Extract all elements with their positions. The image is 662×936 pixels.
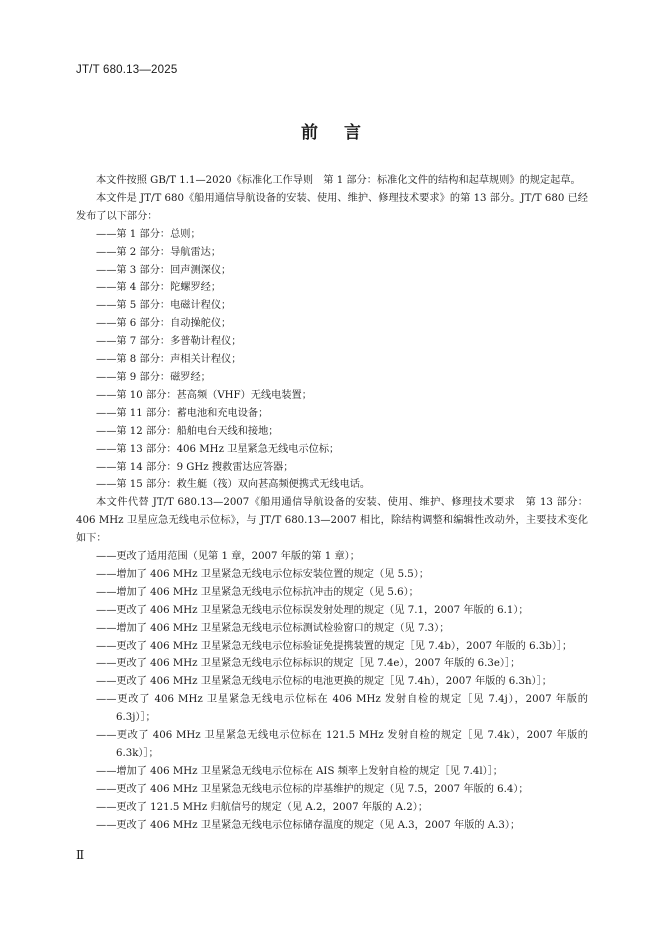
intro-paragraph: 本文件按照 GB/T 1.1—2020《标准化工作导则 第 1 部分：标准化文件的结构和起草规则》的规定起草。: [96, 175, 581, 186]
change-list-item: ——更改了 406 MHz 卫星紧急无线电示位标的电池更换的规定［见 7.4h），2007 年版的 6.3h）］；: [96, 676, 552, 688]
parts-list-item: ——第 11 部分：蓄电池和充电设备；: [96, 407, 269, 419]
parts-list-item: ——第 13 部分：406 MHz 卫星紧急无线电示位标；: [96, 443, 340, 455]
change-list-item: ——更改了 406 MHz 卫星紧急无线电示位标储存温度的规定（见 A.3，2007 年版的 A.3）；: [96, 819, 521, 831]
parts-list: [76, 226, 588, 495]
change-list-item: ——更改了 406 MHz 卫星紧急无线电示位标在 121.5 MHz 发射自检的规定［见 7.4k），2007 年版的 6.3k）］；: [96, 730, 588, 759]
parts-list-item: ——第 7 部分：多普勒计程仪；: [96, 336, 242, 348]
change-list-item: ——增加了 406 MHz 卫星紧急无线电示位标测试检验窗口的规定（见 7.3）；: [96, 622, 450, 634]
parts-list-item: ——第 1 部分：总则；: [96, 228, 201, 240]
change-list-item: ——增加了 406 MHz 卫星紧急无线电示位标安装位置的规定（见 5.5）；: [96, 568, 430, 580]
change-list-item: ——更改了 121.5 MHz 归航信号的规定（见 A.2，2007 年版的 A.2）；: [96, 801, 429, 813]
parts-list-item: ——第 5 部分：电磁计程仪；: [96, 300, 232, 312]
page-title: 前言: [301, 123, 387, 143]
parts-list-item: ——第 10 部分：甚高频（VHF）无线电装置；: [96, 389, 312, 401]
parts-list-item: ——第 8 部分：声相关计程仪；: [96, 354, 242, 366]
change-list-item: ——更改了 406 MHz 卫星紧急无线电示位标标识的规定［见 7.4e），2007 年版的 6.3e）］；: [96, 658, 521, 670]
change-list-item: ——更改了适用范围（见第 1 章，2007 年版的第 1 章）；: [96, 551, 360, 563]
change-list-item: ——更改了 406 MHz 卫星紧急无线电示位标的岸基维护的规定（见 7.5，2007 年版的 6.4）；: [96, 783, 529, 795]
parts-list-item: ——第 15 部分：救生艇（筏）双向甚高频便携式无线电话。: [96, 479, 371, 491]
document-id-header: JT/T 680.13—2025: [76, 64, 178, 76]
change-list-item: ——增加了 406 MHz 卫星紧急无线电示位标抗冲击的规定（见 5.6）；: [96, 586, 419, 598]
parts-list-item: ——第 6 部分：自动操舵仪；: [96, 318, 232, 330]
parts-list-item: ——第 14 部分：9 GHz 搜救雷达应答器；: [96, 461, 294, 473]
parts-list-item: ——第 3 部分：回声测深仪；: [96, 264, 232, 276]
replacement-paragraph: 本文件代替 JT/T 680.13—2007《船用通信导航设备的安装、使用、维护、修理技术要求 第 13 部分：406 MHz 卫星应急无线电示位标》，与 JT/T 680.13—2007 相比，除结构调整和编辑性改动外，主要技术变化如下：: [76, 497, 588, 545]
change-list-item: ——更改了 406 MHz 卫星紧急无线电示位标验证免提携装置的规定［见 7.4b），2007 年版的 6.3b）］；: [96, 640, 573, 652]
parts-list-item: ——第 12 部分：船舶电台天线和接地；: [96, 425, 279, 437]
change-list-item: ——增加了 406 MHz 卫星紧急无线电示位标在 AIS 频率上发射自检的规定［见 7.4l）］；: [96, 765, 503, 777]
parts-list-item: ——第 9 部分：磁罗经；: [96, 371, 211, 383]
parts-list-item: ——第 2 部分：导航雷达；: [96, 246, 222, 258]
change-list-item: ——更改了 406 MHz 卫星紧急无线电示位标误发射处理的规定（见 7.1，2007 年版的 6.1）；: [96, 604, 529, 616]
intro-paragraph: 本文件是 JT/T 680《船用通信导航设备的安装、使用、维护、修理技术要求》的第 13 部分。JT/T 680 已经发布了以下部分：: [76, 192, 588, 222]
page-number: Ⅱ: [76, 848, 85, 862]
document-body: [76, 172, 588, 835]
changes-list: [76, 548, 588, 835]
parts-list-item: ——第 4 部分：陀螺罗经；: [96, 282, 222, 294]
change-list-item: ——更改了 406 MHz 卫星紧急无线电示位标在 406 MHz 发射自检的规定［见 7.4j），2007 年版的 6.3j）］；: [96, 694, 588, 724]
